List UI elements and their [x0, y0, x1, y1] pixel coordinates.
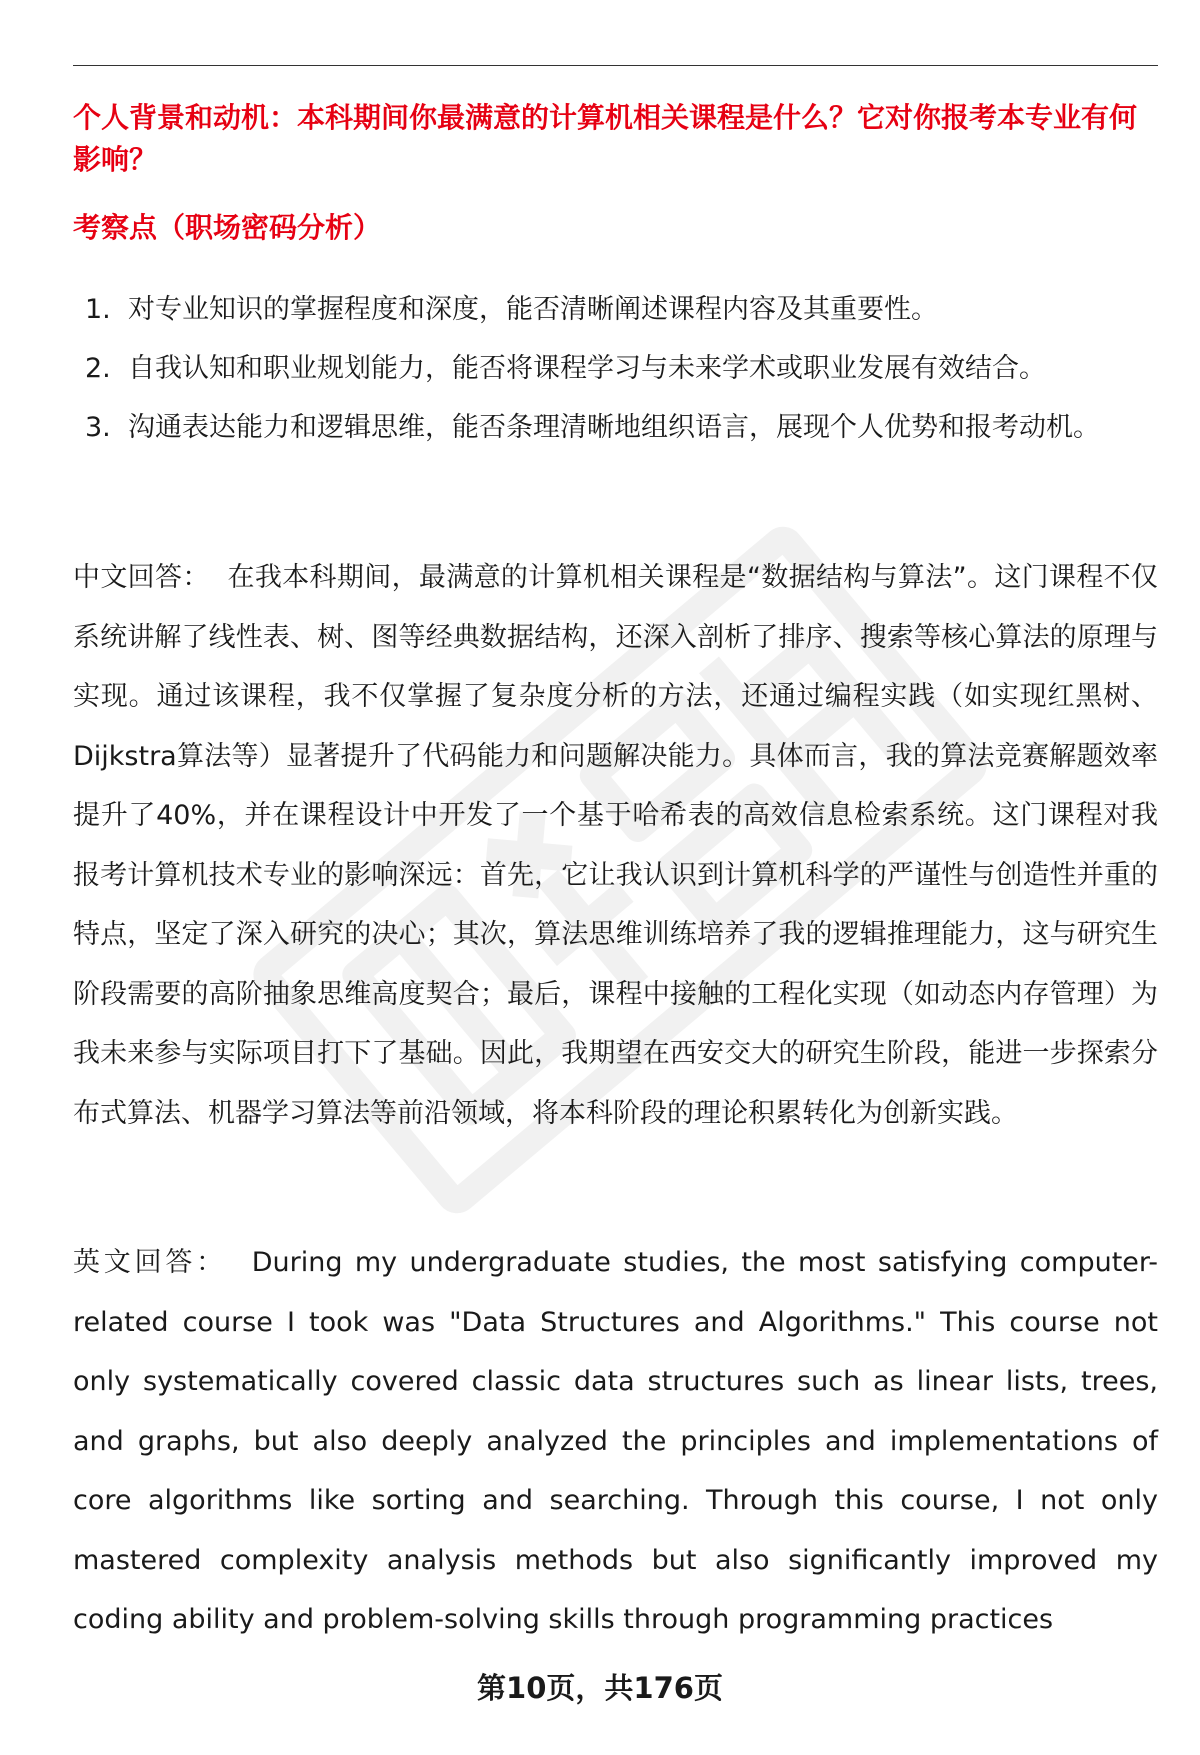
question-heading: 个人背景和动机：本科期间你最满意的计算机相关课程是什么？它对你报考本专业有何影响？: [73, 101, 1138, 176]
list-item: [73, 339, 1158, 398]
english-answer-text: During my undergraduate studies, the most satisfying computer-related course I took was "Data Structures and Algorithms." This course not only systematically covered classic data structures such as linear lists, trees, and graphs, but also deeply analyzed the principles and implementations of core algorithms like sorting and searching. Through this course, I not only mastered complexity analysis methods but also significantly improved my coding ability and problem-solving skills through programming practices: [73, 1247, 1159, 1635]
header-rule: [73, 65, 1158, 66]
list-item-text: 沟通表达能力和逻辑思维，能否条理清晰地组织语言，展现个人优势和报考动机。: [128, 412, 1100, 443]
list-item-number: 1.: [85, 294, 111, 325]
chinese-answer-label: 中文回答：: [73, 562, 210, 593]
list-item-number: 3.: [85, 412, 111, 443]
section-title: 考察点（职场密码分析）: [73, 211, 382, 244]
list-item-text: 自我认知和职业规划能力，能否将课程学习与未来学术或职业发展有效结合。: [128, 353, 1046, 384]
chinese-answer-text: 在我本科期间，最满意的计算机相关课程是“数据结构与算法”。这门课程不仅系统讲解了线性表、树、图等经典数据结构，还深入剖析了排序、搜索等核心算法的原理与实现。通过该课程，我不仅掌握了复杂度分析的方法，还通过编程实践（如实现红黑树、Dijkstra算法等）显著提升了代码能力和问题解决能力。具体而言，我的算法竞赛解题效率提升了40%，并在课程设计中开发了一个基于哈希表的高效信息检索系统。这门课程对我报考计算机技术专业的影响深远：首先，它让我认识到计算机科学的严谨性与创造性并重的特点，坚定了深入研究的决心；其次，算法思维训练培养了我的逻辑推理能力，这与研究生阶段需要的高阶抽象思维高度契合；最后，课程中接触的工程化实现（如动态内存管理）为我未来参与实际项目打下了基础。因此，我期望在西安交大的研究生阶段，能进一步探索分布式算法、机器学习算法等前沿领域，将本科阶段的理论积累转化为创新实践。: [73, 562, 1159, 1129]
list-item-number: 2.: [85, 353, 111, 384]
list-item: [73, 398, 1158, 457]
page-number-footer: 第10页，共176页: [477, 1671, 723, 1705]
list-item: [73, 280, 1158, 339]
english-answer: [73, 1233, 1158, 1650]
english-answer-label: 英文回答：: [73, 1247, 227, 1278]
list-item-text: 对专业知识的掌握程度和深度，能否清晰阐述课程内容及其重要性。: [128, 294, 938, 325]
chinese-answer: [73, 548, 1158, 1143]
assessment-points-list: [73, 280, 1158, 457]
